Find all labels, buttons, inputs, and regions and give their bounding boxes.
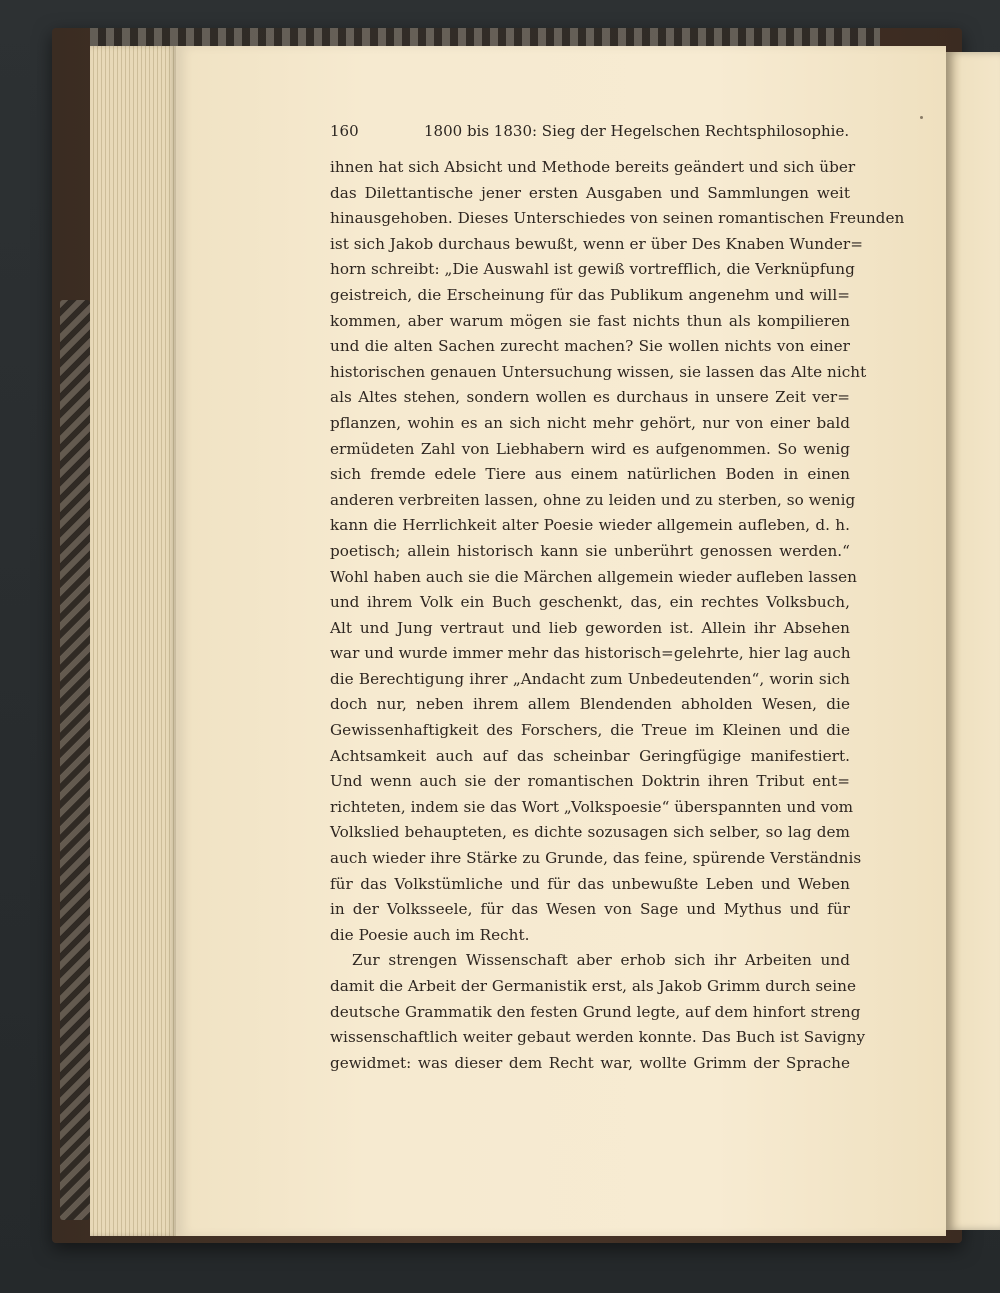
facing-page-edge [946, 52, 1000, 1230]
text-line: anderen verbreiten lassen, ohne zu leiden und zu sterben, so wenig [330, 490, 856, 509]
spine-ornament [60, 300, 90, 1220]
page-edges [90, 46, 176, 1236]
top-edge-ornament [90, 28, 880, 48]
paper-speck [920, 116, 923, 119]
text-line: Volkslied behaupteten, es dichte sozusagen sich selber, so lag dem [330, 823, 850, 842]
text-line: kommen, aber warum mögen sie fast nichts thun als kompilieren [330, 311, 850, 330]
text-line: das Dilettantische jener ersten Ausgaben und Sammlungen weit [330, 183, 850, 202]
text-line: sich fremde edele Tiere aus einem natürlichen Boden in einen [330, 465, 850, 484]
text-line: geistreich, die Erscheinung für das Publikum angenehm und will= [330, 285, 850, 304]
text-line: ist sich Jakob durchaus bewußt, wenn er über Des Knaben Wunder= [330, 234, 864, 253]
text-line: gewidmet: was dieser dem Recht war, wollte Grimm der Sprache [330, 1053, 850, 1072]
text-line: Wohl haben auch sie die Märchen allgemein wieder aufleben lassen [330, 567, 857, 586]
text-line: kann die Herrlichkeit alter Poesie wieder allgemein aufleben, d. h. [330, 516, 850, 535]
text-line: und ihrem Volk ein Buch geschenkt, das, ein rechtes Volksbuch, [330, 593, 850, 612]
text-line: ihnen hat sich Absicht und Methode bereits geändert und sich über [330, 158, 856, 176]
text-line: auch wieder ihre Stärke zu Grunde, das feine, spürende Verständnis [330, 849, 862, 868]
text-line: doch nur, neben ihrem allem Blendenden abholden Wesen, die [330, 695, 850, 714]
text-line: historischen genauen Untersuchung wissen, sie lassen das Alte nicht [330, 362, 867, 381]
text-line: und die alten Sachen zurecht machen? Sie wollen nichts von einer [330, 337, 850, 356]
text-line: für das Volkstümliche und für das unbewußte Leben und Weben [330, 874, 850, 893]
text-line: deutsche Grammatik den festen Grund legte, auf dem hinfort streng [330, 1002, 861, 1021]
page-number: 160 [330, 122, 359, 140]
text-line: Alt und Jung vertraut und lieb geworden ist. Allein ihr Absehen [330, 618, 850, 637]
text-line: hinausgehoben. Dieses Unterschiedes von seinen romantischen Freunden [330, 209, 905, 228]
page-header [330, 122, 850, 148]
paragraph-start-line: Zur strengen Wissenschaft aber erhob sich ihr Arbeiten und [352, 951, 850, 970]
text-line: Achtsamkeit auch auf das scheinbar Geringfügige manifestiert. [330, 746, 850, 765]
running-head: 1800 bis 1830: Sieg der Hegelschen Rechtsphilosophie. [424, 122, 850, 140]
body-text [330, 155, 905, 1076]
text-line: richteten, indem sie das Wort „Volkspoesie“ überspannten und vom [330, 797, 854, 816]
text-line: als Altes stehen, sondern wollen es durchaus in unsere Zeit ver= [330, 388, 850, 407]
text-line: war und wurde immer mehr das historisch=gelehrte, hier lag auch [330, 644, 851, 663]
text-line: pflanzen, wohin es an sich nicht mehr gehört, nur von einer bald [330, 413, 850, 432]
paragraph-end-line: die Poesie auch im Recht. [330, 925, 530, 944]
text-line: damit die Arbeit der Germanistik erst, als Jakob Grimm durch seine [330, 977, 856, 995]
text-line: horn schreibt: „Die Auswahl ist gewiß vortrefflich, die Verknüpfung [330, 260, 855, 279]
text-line: wissenschaftlich weiter gebaut werden konnte. Das Buch ist Savigny [330, 1028, 866, 1047]
text-line: ermüdeten Zahl von Liebhabern wird es aufgenommen. So wenig [330, 439, 850, 458]
text-line: die Berechtigung ihrer „Andacht zum Unbedeutenden“, worin sich [330, 669, 850, 688]
text-line: in der Volksseele, für das Wesen von Sage und Mythus und für [330, 900, 850, 919]
text-line: poetisch; allein historisch kann sie unberührt genossen werden.“ [330, 541, 850, 560]
text-line: Und wenn auch sie der romantischen Doktrin ihren Tribut ent= [330, 772, 850, 791]
text-line: Gewissenhaftigkeit des Forschers, die Treue im Kleinen und die [330, 721, 850, 740]
